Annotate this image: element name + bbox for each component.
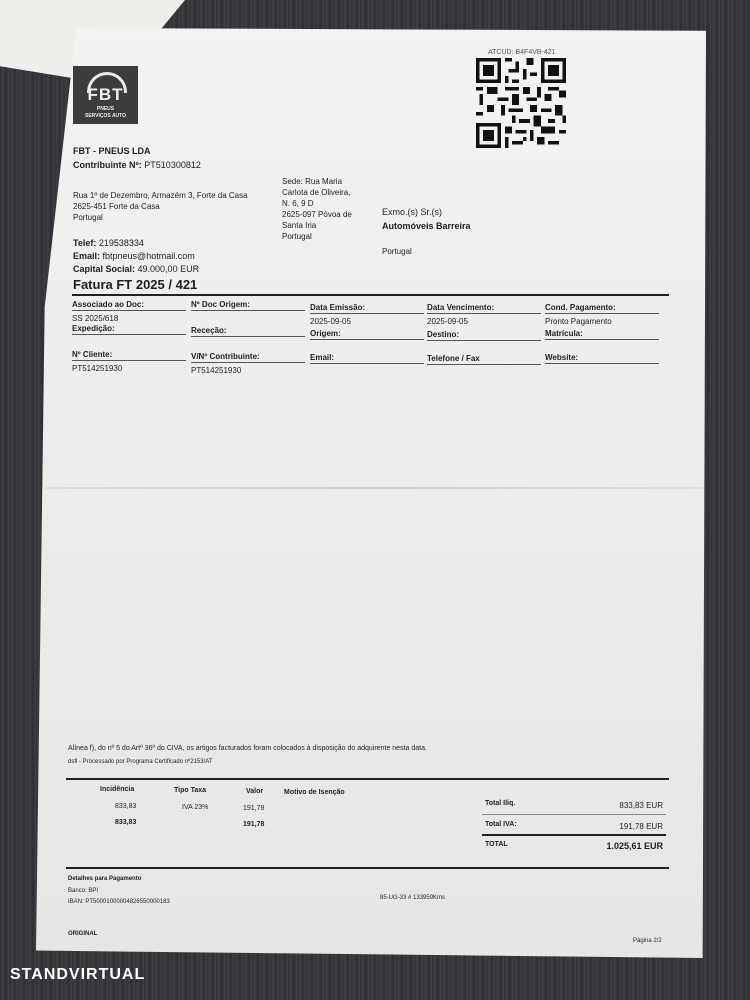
company-headquarters: Sede: Rua Maria Carlota de Oliveira, N. 6, 9 D 2625-097 Póvoa de Santa Iria Portugal — [282, 177, 352, 241]
field-issue-date: Data Emissão: 2025-09-05 — [310, 303, 424, 326]
vat-rule — [482, 834, 666, 836]
vat-total-label: Total IVA: — [485, 821, 517, 828]
field-reception: Receção: — [191, 326, 305, 337]
invoice-title: Fatura FT 2025 / 421 — [73, 277, 198, 292]
qr-code — [476, 58, 566, 148]
tax-total-value: 191,78 — [243, 821, 265, 828]
grand-total-label: TOTAL — [485, 841, 508, 848]
tax-header-exemption: Motivo de Isenção — [284, 789, 345, 796]
field-dispatch: Expedição: — [72, 324, 186, 335]
field-client-number: Nº Cliente: PT514251930 — [72, 350, 186, 373]
original-mark: ORIGINAL — [68, 931, 98, 937]
field-website: Website: — [545, 353, 659, 364]
net-total-value: 833,83 EUR — [619, 801, 663, 810]
atcud-code: ATCUD: B4F4VB-421 — [488, 49, 556, 56]
grand-total-value: 1.025,61 EUR — [606, 841, 663, 851]
company-contacts: Telef: 219538334 Email: fbtpneus@hotmail.com Capital Social: 49.000,00 EUR — [73, 238, 200, 274]
page-number: Página 2/2 — [633, 938, 662, 944]
customer-country: Portugal — [382, 247, 412, 256]
title-rule — [72, 294, 669, 296]
field-origin: Origem: — [310, 329, 424, 340]
tax-total-base: 833,83 — [115, 819, 137, 826]
net-total-label: Total Ilíq. — [485, 800, 516, 807]
legal-note: Alínea f), do nº 5 do Artº 36º do CIVA, os artigos facturados foram colocados à disposição do adquirente nesta data. — [68, 745, 427, 752]
field-due-date: Data Vencimento: 2025-09-05 — [427, 303, 541, 326]
tax-row-value: 191,78 — [243, 805, 265, 812]
tax-header-base: Incidência — [100, 786, 135, 793]
iban: IBAN: PT50001000004826550000183 — [68, 899, 170, 905]
vat-total-value: 191,78 EUR — [619, 822, 663, 831]
paper-fold — [45, 487, 705, 489]
field-email: Email: — [310, 353, 424, 364]
field-plate: Matrícula: — [545, 329, 659, 340]
company-name: FBT - PNEUS LDA — [73, 146, 151, 156]
field-origin-doc: Nº Doc Origem: — [191, 300, 305, 311]
customer-salutation: Exmo.(s) Sr.(s) — [382, 207, 442, 217]
field-payment-terms: Cond. Pagamento: Pronto Pagamento — [545, 303, 659, 326]
field-associated-doc: Associado ao Doc: SS 2025/618 — [72, 300, 186, 323]
certification-note: dsfl - Processado por Programa Certificado nº2153/AT — [68, 759, 213, 765]
company-tax-id: Contribuinte Nº: PT510300812 — [73, 160, 201, 170]
notes-rule — [66, 778, 669, 780]
tax-header-rate: Tipo Taxa — [174, 787, 207, 794]
tax-header-value: Valor — [246, 788, 264, 795]
company-address: Rua 1º de Dezembro, Armazém 3, Forte da Casa 2625-451 Forte da Casa Portugal — [73, 191, 248, 222]
net-rule — [482, 814, 666, 815]
tax-row-rate: IVA 23% — [182, 804, 209, 811]
field-phone-fax: Telefone / Fax — [427, 354, 541, 365]
tax-row-base: 833,83 — [115, 803, 137, 810]
bank-name: Banco: BPI — [68, 888, 99, 894]
field-vat-number: V/Nº Contribuinte: PT514251930 — [191, 352, 305, 375]
field-destination: Destino: — [427, 330, 541, 341]
payment-details-title: Detalhes para Pagamento — [68, 876, 142, 882]
payment-rule — [66, 867, 669, 869]
customer-name: Automóveis Barreira — [382, 221, 471, 231]
company-logo: FBT PNEUS SERVIÇOS AUTO — [73, 66, 138, 124]
standvirtual-watermark: STANDVIRTUAL — [10, 966, 146, 983]
vehicle-reference: 85-UG-33 # 133959Kms — [380, 895, 446, 901]
